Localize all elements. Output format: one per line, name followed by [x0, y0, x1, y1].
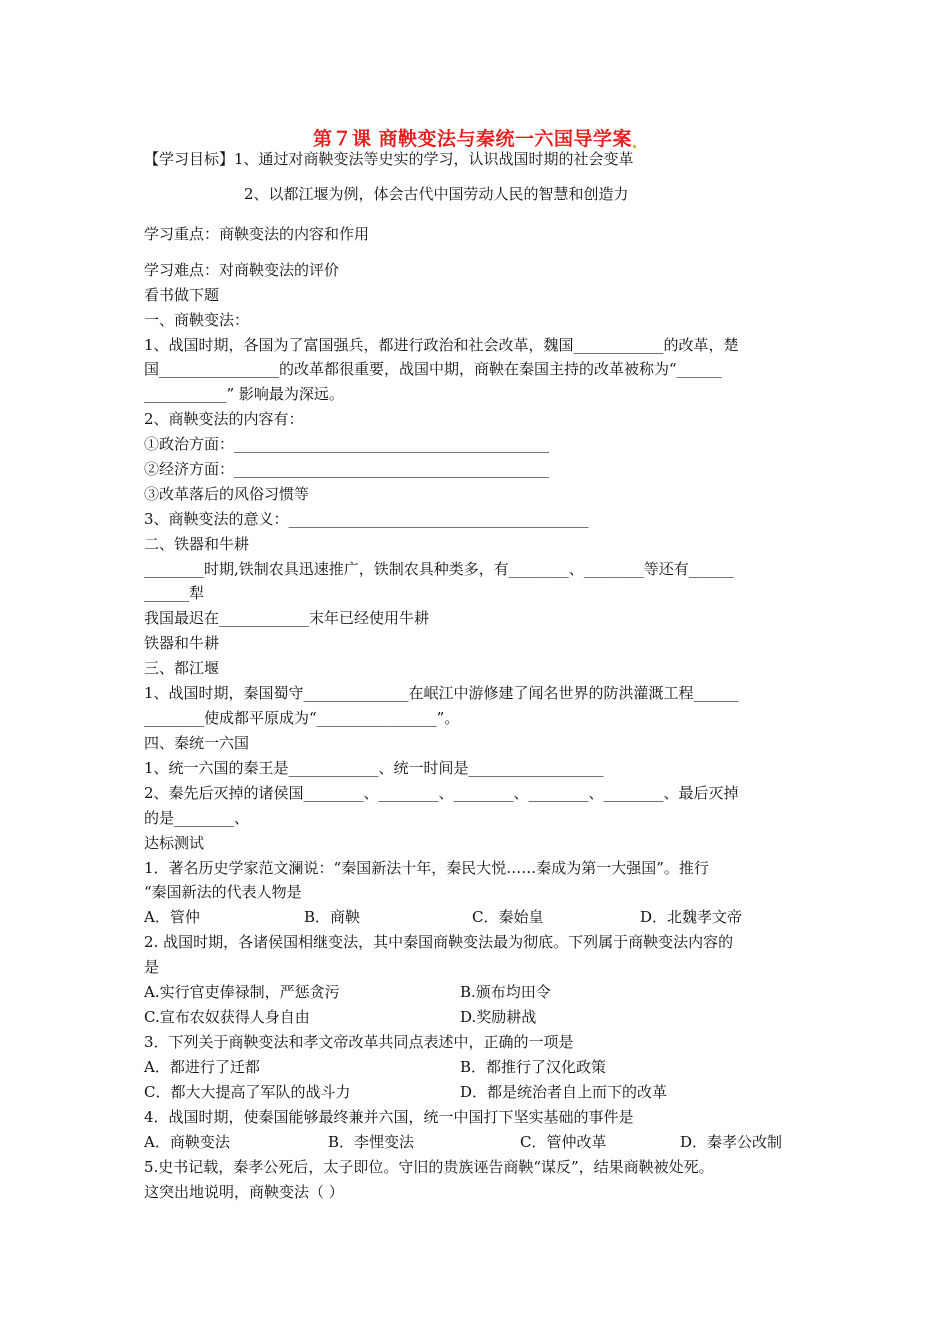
section1-heading: 一、商鞅变法： — [144, 311, 250, 329]
section2-heading: 二、铁器和牛耕 — [144, 535, 250, 553]
s4-q2-line1: 2、秦先后灭掉的诸侯国________、________、________、________、________、最后灭掉 — [144, 784, 739, 802]
s1-q1-line3: ___________” 影响最为深远。 — [144, 385, 344, 403]
s2-line1: ________时期,铁制农具迅速推广，铁制农具种类多，有________、________等还有______ — [144, 560, 734, 578]
s1-q2: 2、商鞅变法的内容有： — [144, 410, 304, 428]
test-q2-options-row1 — [144, 981, 814, 1003]
option-d: D．都是统治者自上而下的改革 — [460, 1083, 668, 1101]
page-title: 第７课 商鞅变法与秦统一六国导学案 — [0, 124, 950, 151]
s1-q1-line2: 国________________的改革都很重要，战国中期，商鞅在秦国主持的改革被称为“______ — [144, 360, 722, 378]
option-c: C．管仲改革 — [520, 1133, 607, 1151]
option-a: A．商鞅变法 — [144, 1133, 230, 1151]
section4-heading: 四、秦统一六国 — [144, 734, 250, 752]
study-difficulty: 学习难点：对商鞅变法的评价 — [144, 261, 340, 279]
read-instruction: 看书做下题 — [144, 286, 220, 304]
test-q2-line1: 2. 战国时期，各诸侯国相继变法，其中秦国商鞅变法最为彻底。下列属于商鞅变法内容的 — [144, 933, 734, 951]
option-b: B．商鞅 — [304, 908, 361, 926]
s3-line1: 1、战国时期，秦国蜀守______________在岷江中游修建了闻名世界的防洪灌溉工程______ — [144, 684, 739, 702]
option-b: B．李悝变法 — [328, 1133, 415, 1151]
option-c: C．都大大提高了军队的战斗力 — [144, 1083, 351, 1101]
learning-goal-1: 【学习目标】1、通过对商鞅变法等史实的学习，认识战国时期的社会变革 — [144, 150, 634, 168]
s1-q2-economic: ②经济方面：__________________________________________ — [144, 460, 550, 478]
option-b: B．都推行了汉化政策 — [460, 1058, 607, 1076]
section3-heading: 三、都江堰 — [144, 659, 220, 677]
option-c: C．秦始皇 — [472, 908, 544, 926]
test-q3-options-row1 — [144, 1056, 814, 1078]
option-b: B.颁布均田令 — [460, 983, 551, 1001]
test-q5-line1: 5.史书记载，秦孝公死后，太子即位。守旧的贵族诬告商鞅“谋反”，结果商鞅被处死。 — [144, 1158, 714, 1176]
test-q1-line1: 1．著名历史学家范文澜说：“秦国新法十年，秦民大悦……秦成为第一大强国”。推行 — [144, 859, 709, 877]
test-q4-line1: 4．战国时期，使秦国能够最终兼并六国，统一中国打下坚实基础的事件是 — [144, 1108, 634, 1126]
option-a: A.实行官吏俸禄制，严惩贪污 — [144, 983, 340, 1001]
test-q1-line2: “秦国新法的代表人物是 — [144, 883, 302, 901]
learning-goal-2: 2、以都江堰为例，体会古代中国劳动人民的智慧和创造力 — [244, 185, 629, 203]
s2-line3: 我国最迟在____________末年已经使用牛耕 — [144, 609, 430, 627]
option-a: A．都进行了迁都 — [144, 1058, 260, 1076]
option-d: D．北魏孝文帝 — [640, 908, 743, 926]
option-d: D.奖励耕战 — [460, 1008, 537, 1026]
test-q2-options-row2 — [144, 1006, 814, 1028]
s1-q2-customs: ③改革落后的风俗习惯等 — [144, 485, 310, 503]
test-q2-line2: 是 — [144, 958, 160, 976]
option-a: A．管仲 — [144, 908, 200, 926]
s3-line2: ________使成都平原成为“________________”。 — [144, 709, 460, 727]
test-q4-options — [144, 1131, 814, 1153]
option-c: C.宣布农奴获得人身自由 — [144, 1008, 310, 1026]
s4-q1: 1、统一六国的秦王是____________、统一时间是__________________ — [144, 759, 604, 777]
test-heading: 达标测试 — [144, 834, 205, 852]
test-q3-line1: 3．下列关于商鞅变法和孝文帝改革共同点表述中，正确的一项是 — [144, 1033, 574, 1051]
study-focus: 学习重点：商鞅变法的内容和作用 — [144, 225, 370, 243]
test-q5-line2: 这突出地说明，商鞅变法（ ） — [144, 1183, 344, 1201]
s1-q3: 3、商鞅变法的意义：________________________________________ — [144, 510, 589, 528]
test-q3-options-row2 — [144, 1081, 814, 1103]
s2-line4: 铁器和牛耕 — [144, 634, 220, 652]
test-q1-options — [144, 906, 814, 928]
s4-q2-line2: 的是________、 — [144, 809, 250, 827]
s1-q2-political: ①政治方面：__________________________________________ — [144, 435, 550, 453]
option-d: D．秦孝公改制 — [680, 1133, 783, 1151]
s2-line2: ______犁 — [144, 584, 205, 602]
s1-q1-line1: 1、战国时期，各国为了富国强兵，都进行政治和社会改革，魏国____________的改革，楚 — [144, 336, 739, 354]
